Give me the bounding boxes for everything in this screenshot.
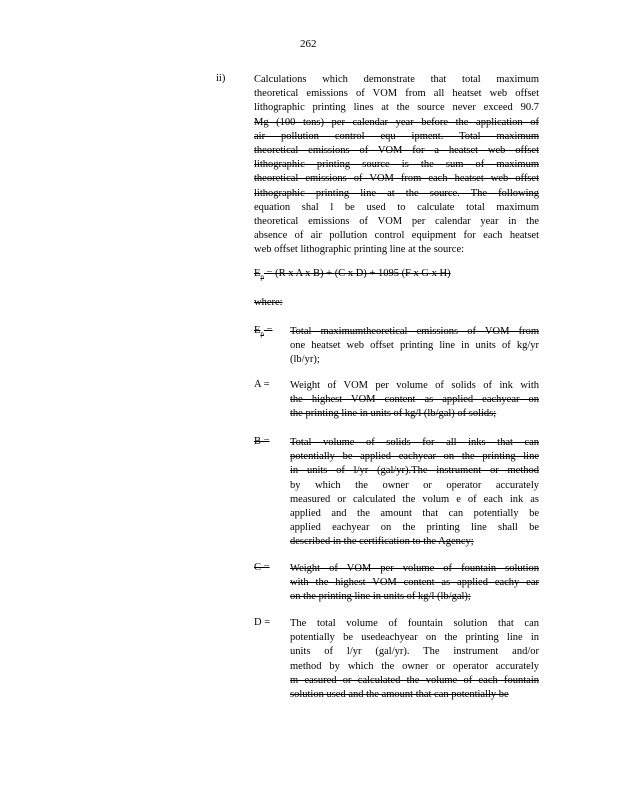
definition-text [290,379,539,422]
definition-text [290,325,539,368]
definition-line: with the highest VOM content as applied eachy ear [290,577,539,589]
definition-line: m easured or calculated the volume of each fountain [290,674,539,686]
definition-term: B = [254,436,270,447]
definition-line: potentially be applied eachyear on the printing line [290,451,539,463]
where-label: where: [254,297,283,308]
definition-line: method by which the owner or operator accurately [290,660,539,672]
definition-line: Total volume of solids for all inks that can [290,437,539,448]
intro-line: air pollution control equ ipment. Total maximum [254,130,539,142]
intro-line: web offset lithographic printing line at the source: [254,244,465,256]
definition-line: one heatset web offset printing line in units of kg/yr [290,340,539,352]
definition-line: Total maximumtheoretical emissions of VOM from [290,326,539,337]
definition-line: measured or calculated the volum e of each ink as [290,493,539,505]
item-marker: ii) [216,73,226,84]
definition-line: (lb/yr); [290,354,320,366]
definition-line: Weight of VOM per volume of solids of ink with [290,380,539,391]
intro-line: lithographic printing lines at the source never exceed 90.7 [254,102,539,114]
intro-line: absence of air pollution control equipment for each heatset [254,230,539,242]
page-number: 262 [300,38,317,50]
intro-line: lithographic printing line at the source. The following [254,187,539,199]
definition-line: Weight of VOM per volume of fountain solution [290,563,539,574]
intro-line: lithographic printing source is the sum of maximum [254,159,539,171]
intro-line: Calculations which demonstrate that total maximum [254,74,539,85]
definition-term: D = [254,617,271,628]
definition-line: on the printing line in units of kg/l (lb/gal); [290,591,471,603]
definition-line: in units of l/yr (gal/yr).The instrument or method [290,465,539,477]
equation: $E_p = (R$ x A x B) + (C x D) + 1095 (F x G x H) [254,268,451,282]
intro-line: theoretical emissions of VOM per calendar year in the [254,216,539,228]
intro-paragraph [254,73,539,258]
intro-line: Mg (100 tons) per calendar year before the application of [254,116,539,128]
intro-line: theoretical emissions of VOM from all heatset web offset [254,88,539,100]
definition-line: potentially be usedeachyear on the printing line in [290,632,539,644]
intro-line: theoretical emissions of VOM for a heatset web offset [254,145,539,157]
definition-line: the highest VOM content as applied eachyear on [290,394,539,406]
definition-text [290,436,539,550]
definition-line: the printing line in units of kg/l (lb/gal) of solids; [290,408,497,420]
definition-line: applied eachyear on the printing line shall be [290,522,539,534]
definition-text [290,617,539,702]
definition-term: A = [254,379,270,390]
intro-line: theoretical emissions of VOM from each heatset web offset [254,173,539,185]
intro-line: equation shal l be used to calculate total maximum [254,201,539,213]
definition-line: The total volume of fountain solution that can [290,618,539,629]
definition-term: C = [254,562,270,573]
definition-line: solution used and the amount that can potentially be [290,689,509,701]
definition-line: described in the certification to the Agency; [290,536,474,548]
definition-line: units of l/yr (gal/yr). The instrument and/or [290,646,539,658]
definition-term: $E_p$ = [254,325,273,339]
definition-text [290,562,539,605]
definition-line: applied and the amount that can potentially be [290,508,539,520]
definition-line: by which the owner or operator accurately [290,479,539,491]
